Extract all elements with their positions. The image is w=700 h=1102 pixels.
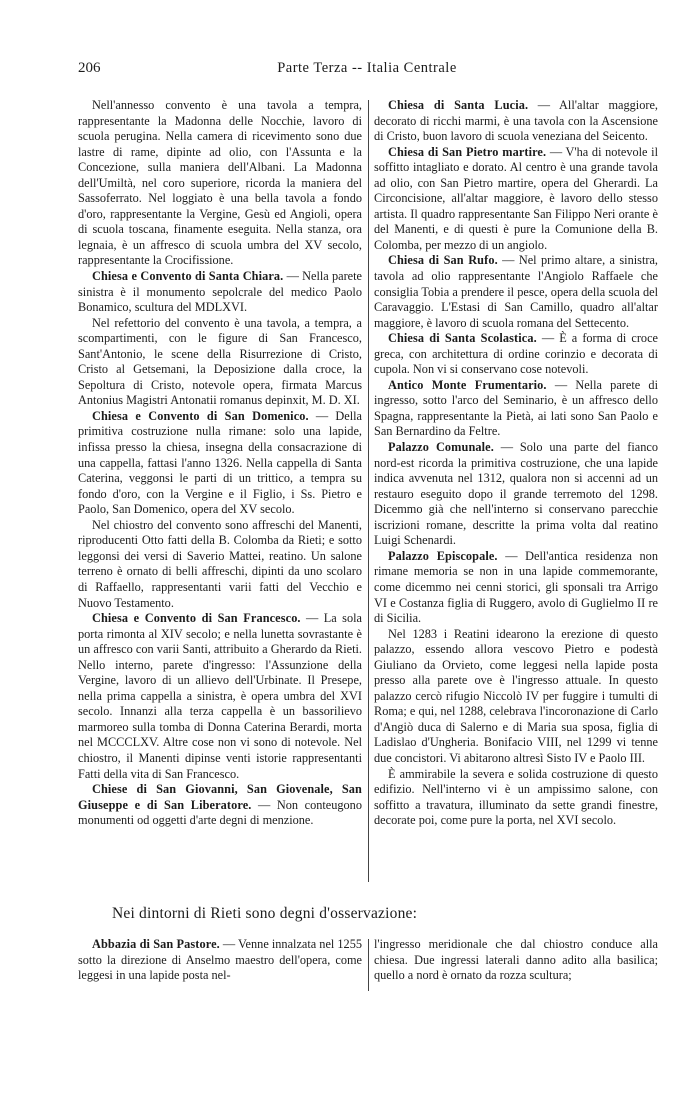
paragraph [78,782,362,829]
column-divider [368,100,369,882]
entry-heading: Palazzo Episcopale. [388,548,498,563]
paragraph-text: — Nel primo altare, a sinistra, tavola ad olio rappresentante l'Angiolo Raffaele che consiglia Tobia a prendere il pesce, opera della scuola del Caravaggio. L'Estasi di San Camillo, quadro all'altar maggiore, è lavoro di scuola romana del Settecento. [374,253,658,330]
paragraph-text: — La sola porta rimonta al XIV secolo; e nella lunetta sovrastante è un affresco con varii Santi, attribuito a Gherardo da Rieti. Nello interno, parete d'ingresso: l'Assunzione della Vergine, lavoro di un allievo dell'Urbinate. Il Presepe, nella prima cappella a sinistra, è opera umbra del XVI secolo. Innanzi alla terza cappella è un bassorilievo marmoreo sulla tomba di Donna Caterina Berardi, morta nel MCCCLXV. Altre cose non vi sono di notevole. Nel chiostro, il Manenti dipinse venti istorie rappresentanti Fatti della vita di San Francesco. [78,611,362,781]
bottom-right-column [374,937,658,984]
paragraph [374,767,658,829]
paragraph [374,549,658,627]
paragraph [374,98,658,145]
entry-heading: Chiesa e Convento di Santa Chiara. [92,269,284,284]
running-header [78,60,656,80]
entry-heading: Abbazia di San Pastore. [92,937,220,951]
paragraph-text: Nell'annesso convento è una tavola a tempra, rappresentante la Madonna delle Nocchie, lavoro di scuola perugina. Nella camera di ricevimento sono due lastre di rame, dipinte ad olio, con l'Assunta e la Concezione, sulla maniera dell'Albani. La Madonna dell'Umiltà, nel coro superiore, ricorda la maniera del Sassoferrato. Nel loggiato è una bella tavola a fondo d'oro, rappresentante la Vergine, Gesù ed Angioli, opera di scuola toscana, finamente eseguita. Nella stanza, ora legnaia, è un affresco di scuola umbra del XV secolo, rappresentante la Crocifissione. [78,98,362,268]
paragraph [78,98,362,269]
right-column [374,98,658,829]
paragraph [374,627,658,767]
paragraph [78,316,362,409]
paragraph [374,440,658,549]
page-number: 206 [78,60,101,76]
bottom-left-column [78,937,362,984]
two-column-body [78,98,658,888]
section-heading: Nei dintorni di Rieti sono degni d'osservazione: [112,905,418,922]
paragraph [78,611,362,782]
paragraph [78,269,362,316]
entry-heading: Chiesa di San Rufo. [388,253,498,268]
paragraph [78,518,362,611]
paragraph-text: — Nella parete sinistra è il monumento sepolcrale del medico Paolo Bonamico, scultura del MDLXVI. [78,269,362,315]
paragraph-text: Nel chiostro del convento sono affreschi del Manenti, riproducenti Otto fatti della B. Colomba da Rieti; e sotto leggonsi dei versi di Saverio Mattei, reatino. Un salone terreno è ornato di belli affreschi, dipinti da uno scolaro di Raffaello, rappresentanti varii fatti del Vecchio e Nuovo Testamento. [78,517,362,610]
entry-heading: Chiesa di Santa Scolastica. [388,331,537,346]
entry-heading: Chiesa di Santa Lucia. [388,98,529,112]
paragraph-text: — Nella parete di ingresso, sotto l'arco del Seminario, è un affresco dello Spagna, rappresentante la Pietà, ai lati sono San Paolo e San Bernardino da Feltre. [374,377,658,439]
paragraph-text: È ammirabile la severa e solida costruzione di questo edifizio. Nell'interno vi è un ampissimo salone, con soffitto a travatura, illuminato da sette grandi finestre, decorate poi, come pure la porta, nel XVI secolo. [374,766,658,828]
paragraph [374,253,658,331]
paragraph-text: — Solo una parte del fianco nord-est ricorda la primitiva costruzione, che una lapide indica avvenuta nel 1312, qualora non si accenni ad un restauro eseguito dopo il grande terremoto del 1298. Dicemmo già che nell'interno si conservano parecchie iscrizioni romane, descritte la prima volta dal reatino Luigi Schenardi. [374,440,658,548]
paragraph-text: — Venne innalzata nel 1255 sotto la direzione di Anselmo maestro dell'opera, come leggesi in una lapide posta nel- [78,937,363,983]
entry-heading: Chiesa e Convento di San Domenico. [92,408,309,423]
paragraph-text: Nel 1283 i Reatini idearono la erezione di questo palazzo, essendo allora vescovo Pietro e podestà Giuliano da Orvieto, come leggesi nella lapide posta presso alla parete ove è l'ingresso attuale. In questo palazzo cercò rifugio Niccolò IV per fuggire i tumulti di Roma; e qui, nel 1288, celebrava l'incoronazione di Carlo d'Angiò duca di Salerno e di Maria sua sposa, figlia di Ladislao d'Ungheria. Bonifacio VIII, nel 1299 vi tenne due concistori. Vi abitarono altresì Sisto IV e Paolo III. [374,626,658,765]
paragraph [374,331,658,378]
paragraph-text: — Non conteugono monumenti od oggetti d'arte degni di menzione. [78,797,362,828]
paragraph-text: — V'ha di notevole il soffitto intagliato e dorato. Al centro è una grande tavola ad olio, con San Pietro martire, opera del Gherardi. La Circoncisione, all'altar maggiore, è lavoro dello stesso artista. Il quadro rappresentante San Filippo Neri orante è del Manenti, e di questi è pure la Comunione della B. Colomba, per mezzo di un angiolo. [374,144,658,252]
paragraph-text: l'ingresso meridionale che dal chiostro conduce alla chiesa. Due ingressi laterali danno adito alla basilica; quello a nord è ornato da rozza scultura; [374,937,658,983]
paragraph-text: — Della primitiva costruzione nulla rimane: solo una lapide, infissa presso la chiesa, insegna della consacrazione di una cappella, fattasi l'anno 1326. Nella cappella di Santa Caterina, veggonsi le parti di un trittico, a tempra su fondo d'oro, con la Vergine e il Figlio, i Ss. Pietro e Paolo, San Domenico, opera del XV secolo. [78,408,363,517]
paragraph [374,378,658,440]
left-column [78,98,362,829]
paragraph-text: — Dell'antica residenza non rimane memoria se non in una lapide commemorante, come dicemmo nei cenni storici, gli sponsali tra Arrigo VI e Costanza figlia di Ruggero, avolo di Guglielmo II re di Sicilia. [374,548,658,626]
paragraph [374,937,658,984]
paragraph [78,409,362,518]
paragraph-text: — All'altar maggiore, decorato di ricchi marmi, è una tavola con la Ascensione di Cristo, buon lavoro di scuola veneziana del Seicento. [374,98,658,144]
two-column-continuation [78,937,658,997]
entry-heading: Chiesa e Convento di San Francesco. [92,611,301,626]
paragraph [78,937,362,984]
paragraph [374,145,658,254]
column-divider [368,939,369,991]
entry-heading: Chiesa di San Pietro martire. [388,144,547,159]
running-title: Parte Terza -- Italia Centrale [277,60,457,76]
paragraph-text: — È a forma di croce greca, con architettura di ordine corinzio e decorata di cupola. Non vi si conservano cose notevoli. [374,331,658,377]
entry-heading: Chiese di San Giovanni, San Giovenale, San Giuseppe e di San Liberatore. [78,782,362,812]
entry-heading: Antico Monte Frumentario. [388,377,547,392]
entry-heading: Palazzo Comunale. [388,440,494,455]
paragraph-text: Nel refettorio del convento è una tavola, a tempra, a scompartimenti, con le figure di San Francesco, Sant'Antonio, le scene della Risurrezione di Cristo, Cristo al Getsemani, la Deposizione dalla croce, la Sepoltura di Cristo, notevole opera, firmata Marcus Antonius Magistri Antonatii romanus depinxit, M. D. XI. [78,315,362,408]
